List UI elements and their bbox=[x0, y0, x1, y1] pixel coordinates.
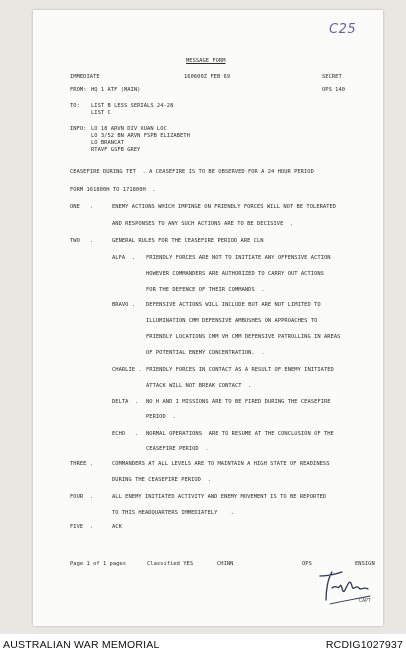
from-value: HQ 1 ATF (MAIN) bbox=[91, 87, 141, 93]
signature bbox=[312, 566, 376, 608]
ops-reference: OPS 140 bbox=[322, 87, 346, 93]
institution-name: AUSTRALIAN WAR MEMORIAL bbox=[3, 639, 160, 651]
subparagraph-line: FRIENDLY FORCES ARE NOT TO INITIATE ANY OFFENSIVE ACTION bbox=[146, 255, 331, 261]
originator: CHINN bbox=[217, 561, 234, 567]
intro-line: CEASEFIRE DURING TET . A CEASEFIRE IS TO BE OBSERVED FOR A 24 HOUR PERIOD bbox=[70, 169, 314, 175]
form-title: MESSAGE FORM bbox=[186, 58, 226, 64]
info-line: LO BRANCAT bbox=[91, 140, 124, 146]
archive-footer bbox=[0, 634, 406, 654]
subparagraph-line: CEASEFIRE PERIOD . bbox=[146, 446, 209, 452]
paragraph-line: ACK bbox=[112, 524, 122, 530]
info-line: RTAVF GSFB GREY bbox=[91, 147, 141, 153]
paragraph-label-five: FIVE . bbox=[70, 524, 94, 530]
paragraph-line: ENEMY ACTIONS WHICH IMPINGE ON FRIENDLY FORCES WILL NOT BE TOLERATED bbox=[112, 204, 337, 210]
subparagraph-line: ATTACK WILL NOT BREAK CONTACT . bbox=[146, 383, 252, 389]
page-count: Page 1 of 1 pages bbox=[70, 561, 127, 567]
date-time-group: 160600Z FEB 69 bbox=[184, 74, 231, 80]
subparagraph-line: FOR THE DEFENCE OF THEIR COMMANDS . bbox=[146, 287, 265, 293]
paragraph-label-three: THREE . bbox=[70, 461, 94, 467]
precedence: IMMEDIATE bbox=[70, 74, 100, 80]
subparagraph-line: HOWEVER COMMANDERS ARE AUTHORIZED TO CARRY OUT ACTIONS bbox=[146, 271, 324, 277]
to-label: TO: bbox=[70, 103, 80, 109]
reference-number: C25 bbox=[329, 22, 357, 37]
subparagraph-line: ILLUMINATION CMM DEFENSIVE AMBUSHES ON APPROACHES TO bbox=[146, 318, 318, 324]
subparagraph-label-charlie: CHARLIE . bbox=[112, 367, 142, 373]
info-label: INFO: bbox=[70, 126, 87, 132]
classified-flag: Classified YES bbox=[147, 561, 194, 567]
info-line: LO 3/52 BN ARVN FSPB ELIZABETH bbox=[91, 133, 190, 139]
to-line: LIST C bbox=[91, 110, 111, 116]
subparagraph-line: FRIENDLY LOCATIONS CMM VH CMM DEFENSIVE PATROLLING IN AREAS bbox=[146, 334, 341, 340]
intro-line: FORM 161800H TO 171800H . bbox=[70, 187, 156, 193]
paragraph-label-two: TWO . bbox=[70, 238, 94, 244]
subparagraph-line: NORMAL OPERATIONS ARE TO RESUME AT THE CONCLUSION OF THE bbox=[146, 431, 334, 437]
paragraph-line: DURING THE CEASEFIRE PERIOD . bbox=[112, 477, 211, 483]
paragraph-line: TO THIS HEADQUARTERS IMMEDIATELY . bbox=[112, 510, 234, 516]
subparagraph-line: FRIENDLY FORCES IN CONTACT AS A RESULT OF ENEMY INITIATED bbox=[146, 367, 334, 373]
paragraph-line: ALL ENEMY INITIATED ACTIVITY AND ENEMY MOVEMENT IS TO BE REPORTED bbox=[112, 494, 327, 500]
info-line: LO 18 ARVN DIV XUAN LOC bbox=[91, 126, 167, 132]
subparagraph-label-bravo: BRAVO . bbox=[112, 302, 136, 308]
paragraph-line: AND RESPONSES TO ANY SUCH ACTIONS ARE TO BE DECISIVE . bbox=[112, 221, 294, 227]
paragraph-label-one: ONE . bbox=[70, 204, 94, 210]
subparagraph-label-delta: DELTA . bbox=[112, 399, 139, 405]
subparagraph-line: DEFENSIVE ACTIONS WILL INCLUDE BUT ARE NOT LIMITED TO bbox=[146, 302, 321, 308]
ops-section: OPS bbox=[302, 561, 312, 567]
signature-rank-note: CAPT bbox=[359, 598, 372, 604]
classification: SECRET bbox=[322, 74, 342, 80]
paragraph-label-four: FOUR . bbox=[70, 494, 94, 500]
ensign-label: ENSIGN bbox=[355, 561, 375, 567]
catalog-id: RCDIG1027937 bbox=[325, 639, 403, 651]
subparagraph-label-echo: ECHO . bbox=[112, 431, 139, 437]
subparagraph-label-alfa: ALFA . bbox=[112, 255, 136, 261]
paragraph-line: GENERAL RULES FOR THE CEASEFIRE PERIOD ARE CLN bbox=[112, 238, 264, 244]
subparagraph-line: PERIOD . bbox=[146, 414, 176, 420]
from-label: FROM: bbox=[70, 87, 87, 93]
paragraph-line: COMMANDERS AT ALL LEVELS ARE TO MAINTAIN A HIGH STATE OF READINESS bbox=[112, 461, 330, 467]
subparagraph-line: NO H AND I MISSIONS ARE TO BE FIRED DURING THE CEASEFIRE bbox=[146, 399, 331, 405]
subparagraph-line: OF POTENTIAL ENEMY CONCENTRATION. . bbox=[146, 350, 265, 356]
to-line: LIST B LESS SERIALS 24-28 bbox=[91, 103, 174, 109]
